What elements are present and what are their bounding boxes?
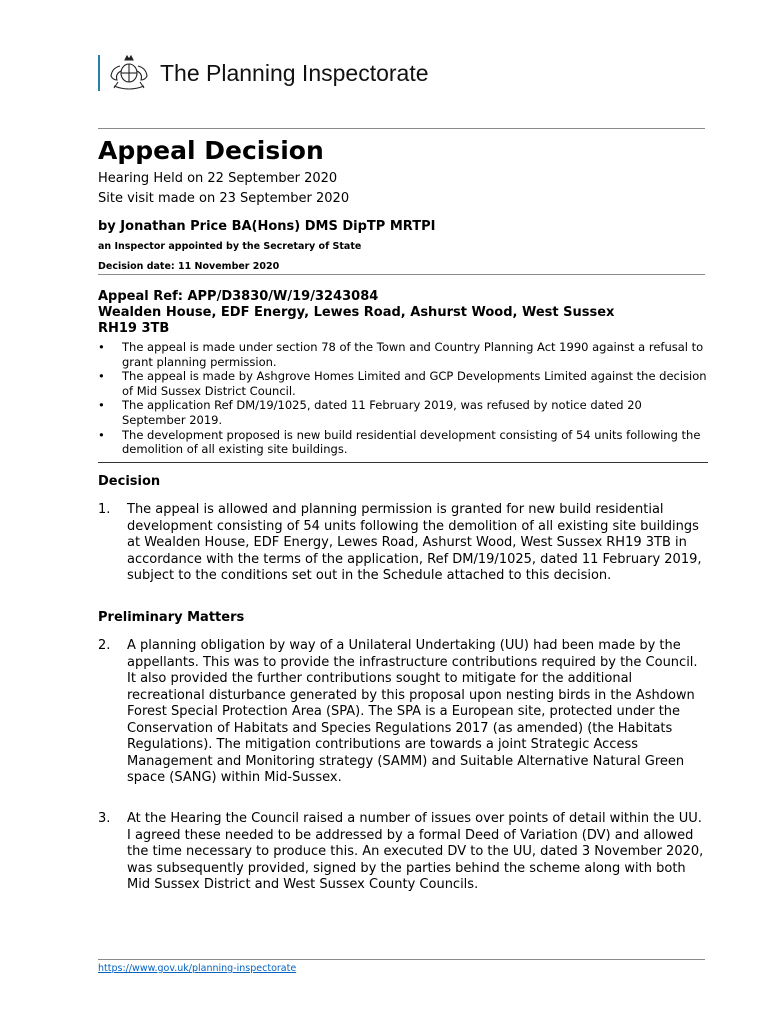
appeal-address-line1: Wealden House, EDF Energy, Lewes Road, Ashurst Wood, West Sussex: [98, 305, 615, 320]
preliminary-matters-heading: Preliminary Matters: [98, 610, 245, 625]
inspector-name: by Jonathan Price BA(Hons) DMS DipTP MRTPI: [98, 219, 436, 234]
royal-crest-icon: [106, 54, 152, 92]
paragraph-1: 1. The appeal is allowed and planning permission is granted for new build residential development consisting of 54 units following the demolition of all existing site buildings at Wealden House, EDF Energy, Lewes Road, Ashurst Wood, West Sussex RH19 3TB in accordance with the terms of the application, Ref DM/19/1025, dated 11 February 2019, subject to the conditions set out in the Schedule attached to this decision.: [98, 502, 702, 583]
paragraph-2: 2. A planning obligation by way of a Unilateral Undertaking (UU) had been made by the appellants. This was to provide the infrastructure contributions required by the Council. It also provided the further contributions sought to mitigate for the additional recreational disturbance generated by this proposal upon nesting birds in the Ashdown Forest Special Protection Area (SPA). The SPA is a European site, protected under the Conservation of Habitats and Species Regulations 2017 (as amended) (the Habitats Regulations). The mitigation contributions are towards a joint Strategic Access Management and Monitoring strategy (SAMM) and Suitable Alternative Natural Green space (SANG) within Mid-Sussex.: [98, 638, 698, 785]
footer-link[interactable]: https://www.gov.uk/planning-inspectorate: [98, 963, 297, 974]
list-item: • The development proposed is new build residential development consisting of 54 units following the demolition of all existing site buildings.: [98, 427, 701, 457]
logo-accent-bar: [98, 55, 100, 91]
decision-date: Decision date: 11 November 2020: [98, 261, 280, 272]
site-visit-date: Site visit made on 23 September 2020: [98, 191, 350, 206]
list-item: • The appeal is made under section 78 of the Town and Country Planning Act 1990 against a refusal to grant planning permission.: [98, 340, 704, 369]
planning-inspectorate-logo: [98, 52, 458, 94]
header-divider: [98, 128, 705, 129]
footer-divider: [98, 959, 705, 960]
paragraph-3: 3. At the Hearing the Council raised a number of issues over points of detail within the UU. I agreed these needed to be addressed by a formal Deed of Variation (DV) and allowed the time necessary to produce this. An executed DV to the UU, dated 3 November 2020, was subsequently provided, signed by the parties behind the scheme along with both Mid Sussex District and West Sussex County Councils.: [98, 811, 704, 892]
hearing-date: Hearing Held on 22 September 2020: [98, 171, 338, 186]
list-item: • The application Ref DM/19/1025, dated 11 February 2019, was refused by notice dated 20 September 2019.: [98, 398, 642, 427]
appeal-details-list: [98, 340, 708, 457]
page-title: Appeal Decision: [98, 136, 324, 165]
list-item: • The appeal is made by Ashgrove Homes Limited and GCP Developments Limited against the decision of Mid Sussex District Council.: [98, 369, 707, 398]
appeal-ref: Appeal Ref: APP/D3830/W/19/3243084: [98, 289, 379, 304]
organisation-name: The Planning Inspectorate: [160, 60, 429, 86]
inspector-appointment: an Inspector appointed by the Secretary of State: [98, 241, 362, 252]
meta-divider: [98, 274, 705, 275]
decision-heading: Decision: [98, 474, 161, 489]
appeal-box-divider: [98, 462, 708, 463]
appeal-address-line2: RH19 3TB: [98, 321, 170, 336]
